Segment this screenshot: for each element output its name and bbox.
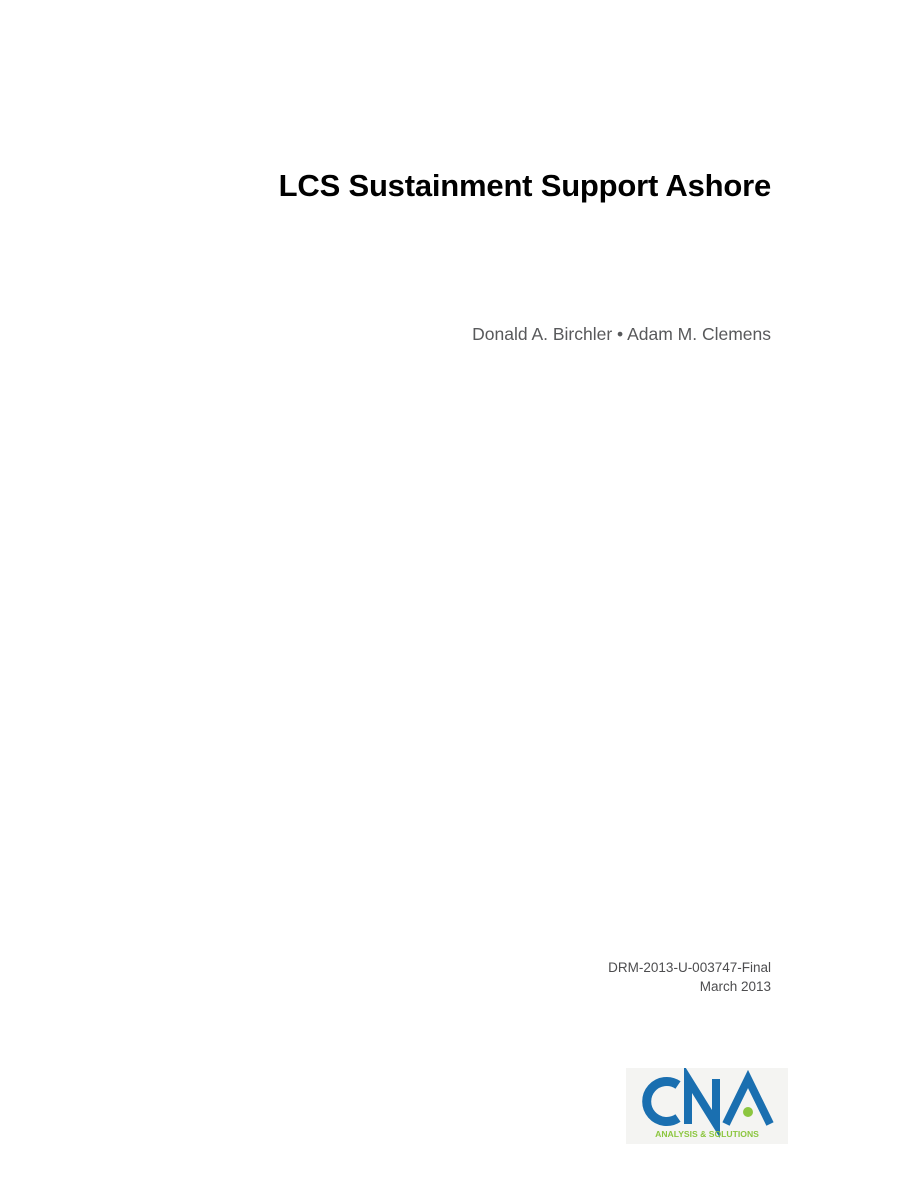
report-number: DRM-2013-U-003747-Final: [608, 960, 771, 975]
logo-green-dot: [743, 1107, 753, 1117]
logo-letter-a: [726, 1079, 770, 1124]
document-title: LCS Sustainment Support Ashore: [278, 168, 771, 203]
logo-letter-n: [688, 1079, 716, 1124]
logo-tagline: ANALYSIS & SOLUTIONS: [655, 1129, 759, 1139]
document-meta: [608, 958, 771, 996]
publication-date: March 2013: [699, 979, 771, 994]
logo-letter-c: [647, 1082, 678, 1122]
cna-logo-mark: [626, 1068, 788, 1144]
cna-logo: [626, 1068, 788, 1144]
document-authors: Donald A. Birchler • Adam M. Clemens: [472, 324, 771, 344]
